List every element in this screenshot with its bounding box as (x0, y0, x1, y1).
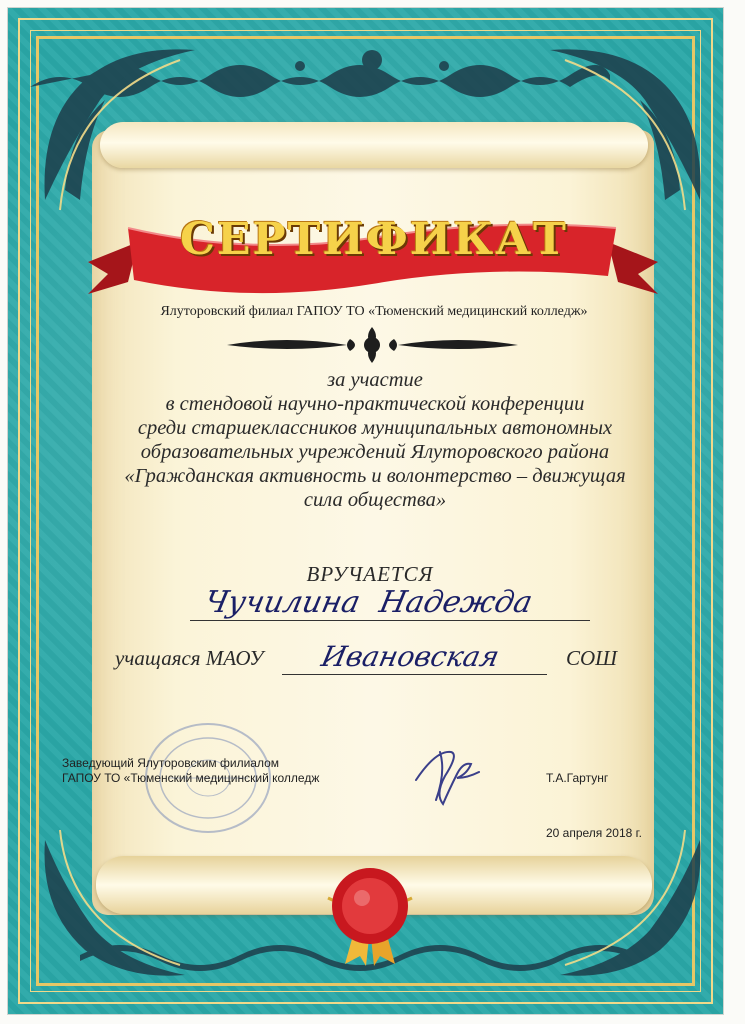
awarded-label: ВРУЧАЕТСЯ (306, 562, 434, 586)
issuer-name: Ялуторовский филиал ГАПОУ ТО «Тюменский медицинский колледж» (160, 304, 588, 319)
body-line: образовательных учреждений Ялуторовского района (140, 441, 610, 463)
wax-seal-icon (300, 858, 440, 968)
body-line: за участие (327, 369, 423, 391)
body-line: сила общества» (303, 489, 447, 511)
certificate-body (80, 368, 670, 512)
student-suffix: СОШ (566, 646, 618, 670)
signatory-title (62, 756, 319, 786)
recipient-last-name: Надежда (376, 585, 536, 620)
signatory-title-line: Заведующий Ялуторовским филиалом (62, 756, 280, 770)
signatory-name: Т.А.Гартунг (546, 771, 609, 785)
signature-icon (410, 740, 490, 810)
school-underline (282, 674, 547, 675)
body-line: «Гражданская активность и волонтерство – движущая (124, 465, 626, 487)
student-prefix: учащаяся МАОУ (115, 646, 264, 670)
body-line: среди старшеклассников муниципальных автономных (137, 417, 613, 439)
recipient-underline (190, 620, 590, 621)
signatory-title-line: ГАПОУ ТО «Тюменский медицинский колледж (62, 771, 320, 785)
issue-date: 20 апреля 2018 г. (546, 826, 642, 840)
flourish-divider-icon (225, 325, 520, 365)
body-line: в стендовой научно-практической конференции (165, 393, 585, 415)
recipient-first-name: Чучилина (201, 585, 364, 620)
certificate-title: СЕРТИФИКАТ (180, 214, 568, 265)
school-name-handwritten: Ивановская (318, 640, 503, 673)
